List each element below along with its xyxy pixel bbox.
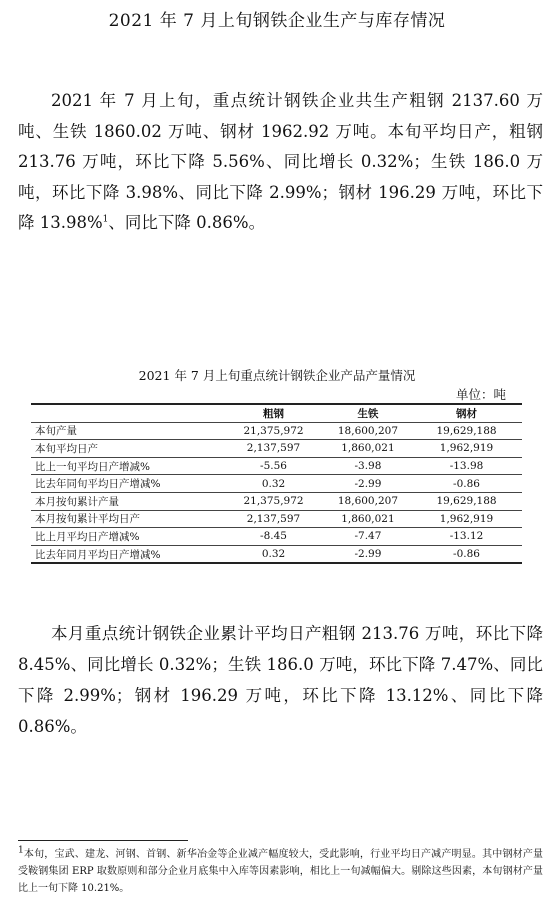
cell-pig-iron: -7.47 xyxy=(325,528,411,546)
cell-crude-steel: 0.32 xyxy=(222,545,325,563)
paragraph-ten-day-summary xyxy=(18,86,543,239)
footnote-marker: 1 xyxy=(18,845,24,856)
table-unit: 单位：吨 xyxy=(455,387,506,402)
cell-pig-iron: -2.99 xyxy=(325,475,411,493)
paragraph-monthly-summary: 本月重点统计钢铁企业累计平均日产粗钢 213.76 万吨，环比下降 8.45%、同比增长 0.32%；生铁 186.0 万吨，环比下降 7.47%、同比下降 2.99%；钢材 196.29 万吨，环比下降 13.12%、同比下降 0.86%。 xyxy=(18,624,543,736)
document-title: 2021 年 7 月上旬钢铁企业生产与库存情况 xyxy=(108,11,446,31)
table-row xyxy=(31,440,522,458)
cell-steel-products: -13.98 xyxy=(411,457,522,475)
table-row xyxy=(31,528,522,546)
header-blank xyxy=(31,404,222,422)
row-label: 比上月平均日产增减% xyxy=(31,528,222,546)
table-row xyxy=(31,475,522,493)
cell-steel-products: 19,629,188 xyxy=(411,492,522,510)
footnote xyxy=(18,846,543,897)
cell-crude-steel: 2,137,597 xyxy=(222,440,325,458)
row-label: 比去年同月平均日产增减% xyxy=(31,545,222,563)
cell-crude-steel: 21,375,972 xyxy=(222,422,325,440)
cell-pig-iron: -3.98 xyxy=(325,457,411,475)
table-row xyxy=(31,510,522,528)
cell-crude-steel: -8.45 xyxy=(222,528,325,546)
row-label: 本月按旬累计产量 xyxy=(31,492,222,510)
row-label: 本旬平均日产 xyxy=(31,440,222,458)
cell-steel-products: 1,962,919 xyxy=(411,440,522,458)
cell-steel-products: -13.12 xyxy=(411,528,522,546)
paragraph-ten-day-tail: 、同比下降 0.86%。 xyxy=(108,213,266,232)
cell-crude-steel: 0.32 xyxy=(222,475,325,493)
cell-pig-iron: 1,860,021 xyxy=(325,440,411,458)
cell-crude-steel: -5.56 xyxy=(222,457,325,475)
cell-pig-iron: 1,860,021 xyxy=(325,510,411,528)
footnote-reference[interactable]: 1 xyxy=(102,214,109,225)
row-label: 比上一旬平均日产增减% xyxy=(31,457,222,475)
footnote-divider xyxy=(18,840,188,841)
header-steel-products: 钢材 xyxy=(411,404,522,422)
cell-crude-steel: 21,375,972 xyxy=(222,492,325,510)
row-label: 比去年同旬平均日产增减% xyxy=(31,475,222,493)
header-pig-iron: 生铁 xyxy=(325,404,411,422)
table-row xyxy=(31,422,522,440)
table-title: 2021 年 7 月上旬重点统计钢铁企业产品产量情况 xyxy=(138,368,416,383)
cell-pig-iron: 18,600,207 xyxy=(325,492,411,510)
row-label: 本旬产量 xyxy=(31,422,222,440)
production-table xyxy=(31,403,522,564)
cell-steel-products: -0.86 xyxy=(411,545,522,563)
table-header-row xyxy=(31,404,522,422)
footnote-text: 本旬，宝武、建龙、河钢、首钢、新华冶金等企业减产幅度较大，受此影响，行业平均日产减产明显。其中钢材产量受鞍钢集团 ERP 取数原则和部分企业月底集中入库等因素影响，相比上一旬减幅偏大。剔除这些因素，本旬钢材产量比上一旬下降 10.21%。 xyxy=(18,849,543,894)
table-row xyxy=(31,457,522,475)
header-crude-steel: 粗钢 xyxy=(222,404,325,422)
cell-steel-products: -0.86 xyxy=(411,475,522,493)
cell-crude-steel: 2,137,597 xyxy=(222,510,325,528)
table-row xyxy=(31,492,522,510)
cell-pig-iron: -2.99 xyxy=(325,545,411,563)
cell-pig-iron: 18,600,207 xyxy=(325,422,411,440)
cell-steel-products: 19,629,188 xyxy=(411,422,522,440)
table-row xyxy=(31,545,522,563)
cell-steel-products: 1,962,919 xyxy=(411,510,522,528)
row-label: 本月按旬累计平均日产 xyxy=(31,510,222,528)
paragraph-ten-day-text: 2021 年 7 月上旬，重点统计钢铁企业共生产粗钢 2137.60 万吨、生铁 1860.02 万吨、钢材 1962.92 万吨。本旬平均日产，粗钢 213.76 万吨，环比下降 5.56%、同比增长 0.32%；生铁 186.0 万吨，环比下降 3.98%、同比下降 2.99%；钢材 196.29 万吨，环比下降 13.98% xyxy=(18,91,543,232)
